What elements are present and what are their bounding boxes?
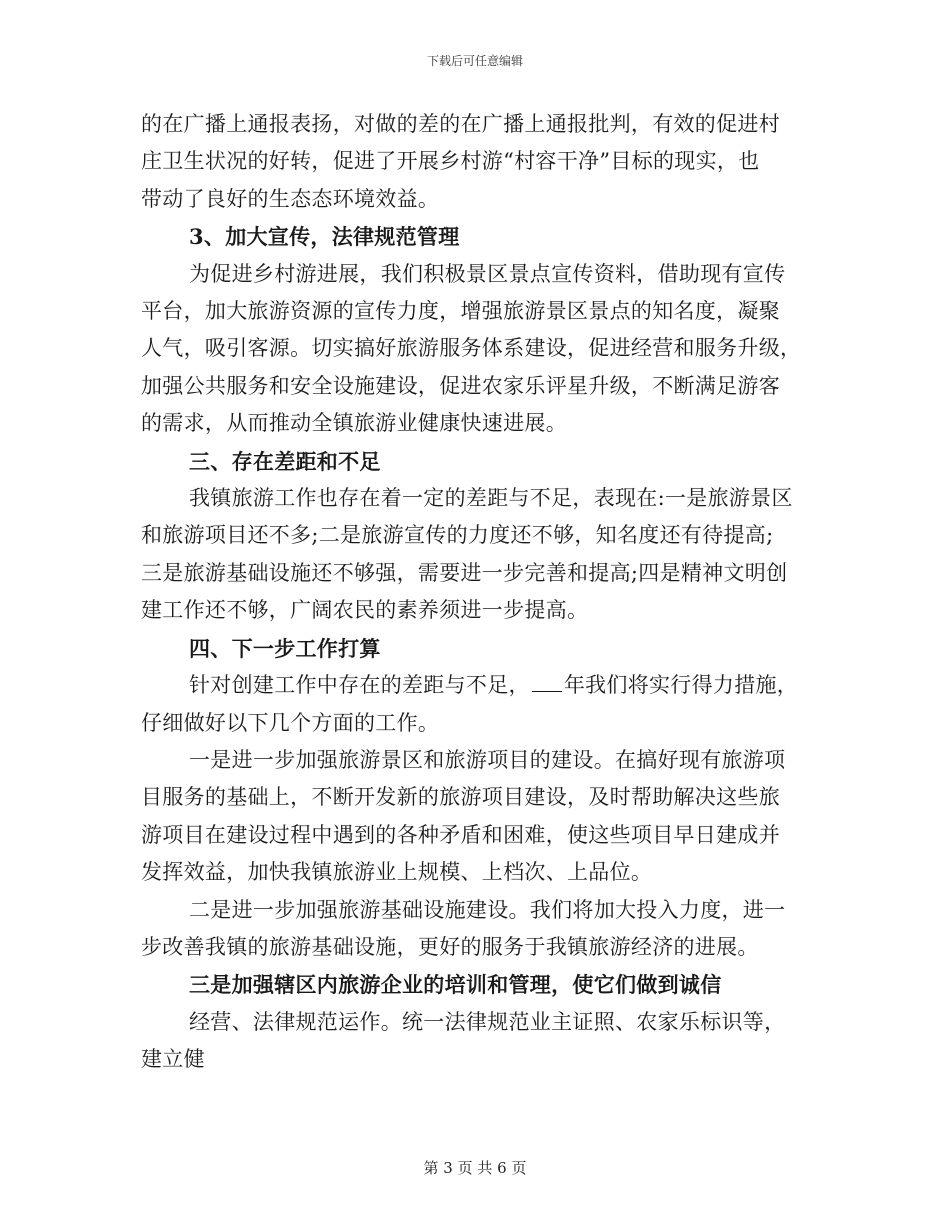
text-line: 人气，吸引客源。切实搞好旅游服务体系建设，促进经营和服务升级， [141,336,802,361]
text-line: 一是进一步加强旅游景区和旅游项目的建设。在搞好现有旅游项 [189,747,786,772]
text-line: 加强公共服务和安全设施建设，促进农家乐评星升级，不断满足游客 [141,373,780,398]
text-line: 庄卫生状况的好转，促进了开展乡村游“村容干净”目标的现实，也 [141,149,760,174]
text-line: 带动了良好的生态态环境效益。 [141,186,440,211]
text-line: 三是旅游基础设施还不够强，需要进一步完善和提高;四是精神文明创 [141,560,788,585]
section-heading: 3、加大宣传，法律规范管理 [189,224,460,250]
text-line: 建工作还不够，广阔农民的素养须进一步提高。 [141,598,589,623]
header-note: 下载后可任意编辑 [426,54,523,68]
text-line: 目服务的基础上，不断开发新的旅游项目建设，及时帮助解决这些旅 [141,785,780,810]
document-body [141,106,801,1079]
text-line: 的需求，从而推动全镇旅游业健康快速进展。 [141,411,567,436]
text-line: 平台，加大旅游资源的宣传力度，增强旅游景区景点的知名度，凝聚 [141,299,780,324]
text-fragment: 年我们将实行得力措施， [563,673,799,698]
text-line: 和旅游项目还不多;二是旅游宣传的力度还不够，知名度还有待提高; [141,523,774,548]
text-line: 我镇旅游工作也存在着一定的差距与不足，表现在:一是旅游景区 [189,486,793,511]
text-line: 经营、法律规范运作。统一法律规范业主证照、农家乐标识等， [189,1009,786,1034]
text-line: 发挥效益，加快我镇旅游业上规模、上档次、上品位。 [141,860,653,885]
text-line: 为促进乡村游进展，我们积极景区景点宣传资料，借助现有宣传 [189,261,786,286]
year-blank [532,673,562,692]
text-line: 仔细做好以下几个方面的工作。 [141,710,440,735]
section-heading: 四、下一步工作打算 [189,635,381,661]
text-line: 游项目在建设过程中遇到的各种矛盾和困难，使这些项目早日建成并 [141,822,780,847]
text-line: 步改善我镇的旅游基础设施，更好的服务于我镇旅游经济的进展。 [141,934,759,959]
text-line: 的在广播上通报表扬，对做的差的在广播上通报批判，有效的促进村 [141,112,780,136]
section-heading: 三是加强辖区内旅游企业的培训和管理，使它们做到诚信 [189,972,722,998]
text-fragment: 针对创建工作中存在的差距与不足， [189,673,530,698]
text-line: 建立健 [141,1047,205,1072]
page-number: 第 3 页 共 6 页 [423,1159,527,1177]
text-line: 二是进一步加强旅游基础设施建设。我们将加大投入力度，进一 [189,897,786,922]
text-line [141,667,801,704]
section-heading: 三、存在差距和不足 [189,448,381,474]
